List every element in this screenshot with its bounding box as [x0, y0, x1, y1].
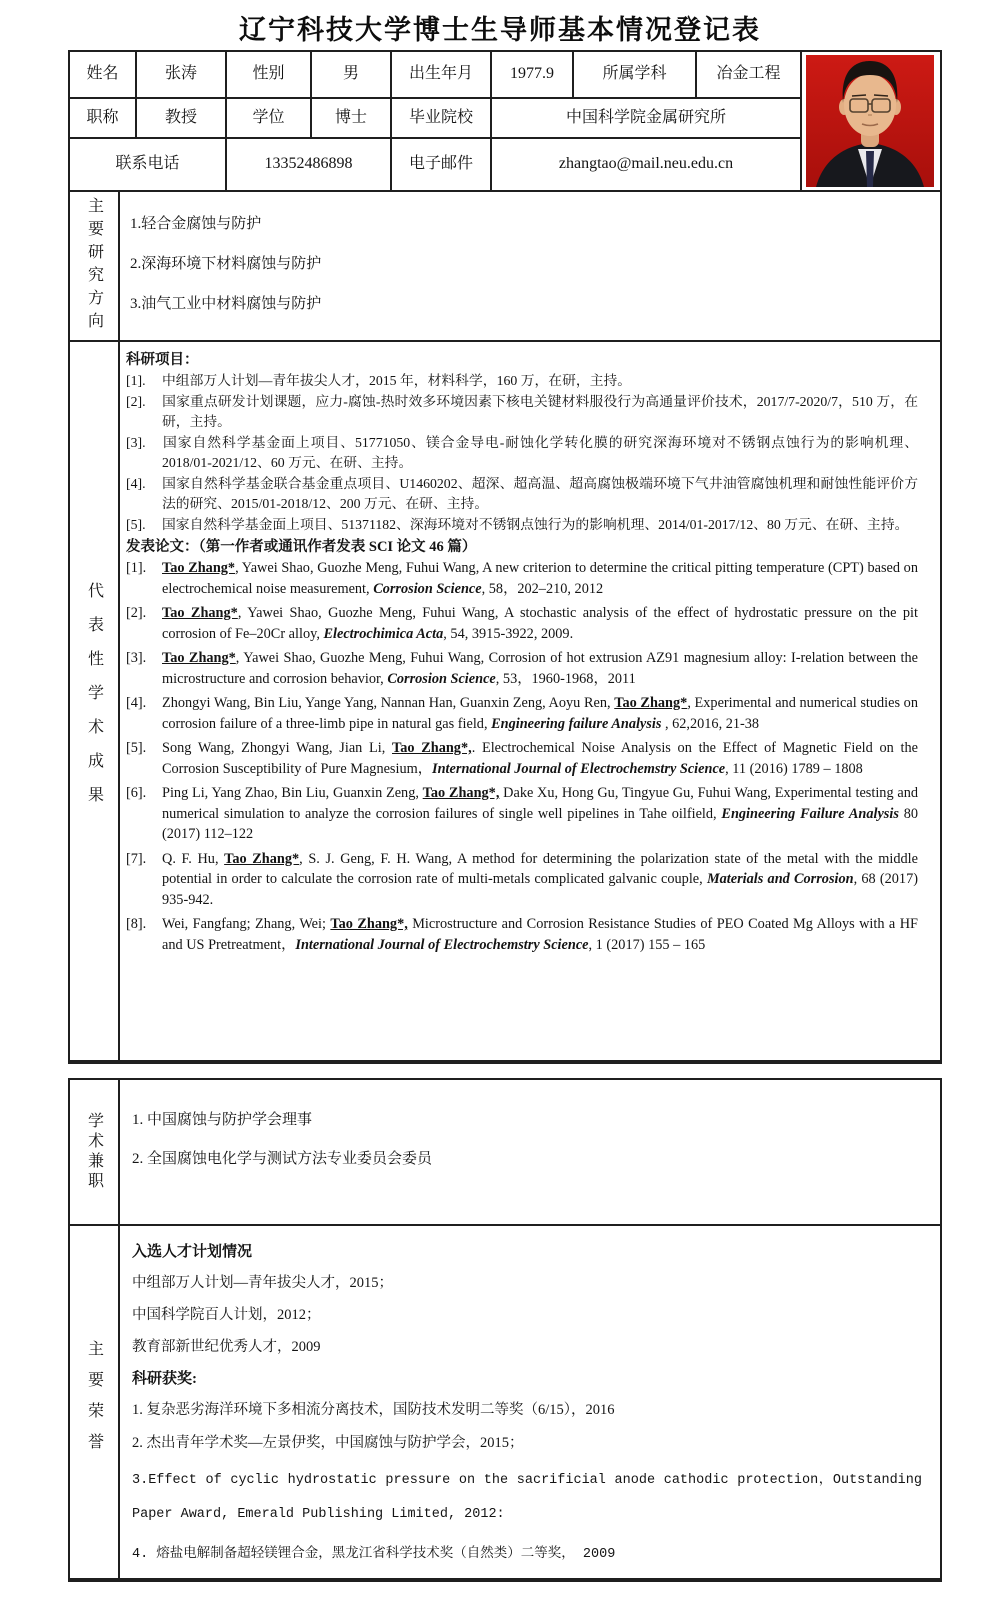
rank-label: 职称	[70, 99, 137, 139]
project-number: [5].	[126, 516, 146, 532]
project-number: [3].	[126, 434, 146, 450]
school-label: 毕业院校	[392, 99, 492, 139]
project-number: [4].	[126, 475, 146, 491]
paper-item	[126, 558, 918, 599]
project-text: 国家自然科学基金面上项目、51371182、深海环境对不锈钢点蚀行为的影响机理、2014/01-2017/12、80 万元、在研、主持。	[162, 516, 909, 532]
research-directions-section	[70, 192, 940, 342]
degree-value: 博士	[312, 99, 392, 139]
degree-label: 学位	[227, 99, 312, 139]
page-title: 辽宁科技大学博士生导师基本情况登记表	[239, 15, 761, 45]
research-directions-label: 主要研究方向	[85, 197, 103, 335]
discipline-label: 所属学科	[574, 52, 697, 99]
research-direction-item: 3.油气工业中材料腐蚀与防护	[130, 296, 322, 312]
projects-header: 科研项目：	[126, 352, 199, 368]
paper-item	[126, 914, 918, 955]
name-label: 姓名	[70, 52, 137, 99]
paper-item	[126, 603, 918, 644]
award-item: 3.Effect of cyclic hydrostatic pressure on the sacrificial anode cathodic protection，Outstanding Paper Award, Emerald Publishing Limited, 2012:	[132, 1473, 922, 1522]
paper-number: [4].	[126, 695, 147, 711]
achievements-content	[120, 342, 940, 1060]
paper-citation: Tao Zhang*, Yawei Shao, Guozhe Meng, Fuhui Wang, A new criterion to determine the critical pitting temperature (CPT) based on electrochemical noise measurement, Corrosion Science, 58，202–210, 2012	[162, 560, 918, 597]
talent-plans-header: 入选人才计划情况	[132, 1244, 253, 1260]
achievements-label-cell	[70, 342, 120, 1060]
academic-positions-section	[70, 1080, 940, 1226]
talent-plan-item: 中组部万人计划—青年拔尖人才，2015；	[132, 1275, 393, 1291]
portrait-photo	[806, 55, 934, 187]
honors-label-cell	[70, 1226, 120, 1578]
gender-label: 性别	[227, 52, 312, 99]
school-value: 中国科学院金属研究所	[492, 99, 802, 139]
gender-value: 男	[312, 52, 392, 99]
research-directions-content	[120, 192, 940, 342]
project-text: 中组部万人计划—青年拔尖人才，2015 年，材料科学，160 万，在研，主持。	[162, 373, 632, 388]
info-grid	[70, 52, 940, 192]
paper-item	[126, 783, 918, 845]
academic-positions-label: 学术兼职	[85, 1112, 103, 1192]
project-item	[126, 474, 918, 515]
paper-item	[126, 648, 918, 689]
paper-number: [2].	[126, 605, 147, 621]
research-direction-item: 1.轻合金腐蚀与防护	[130, 216, 262, 232]
phone-label: 联系电话	[70, 139, 227, 192]
paper-number: [8].	[126, 916, 147, 932]
paper-number: [5].	[126, 740, 147, 756]
talent-plan-item: 中国科学院百人计划，2012；	[132, 1307, 321, 1323]
paper-citation: Zhongyi Wang, Bin Liu, Yange Yang, Nannan Han, Guanxin Zeng, Aoyu Ren, Tao Zhang*, Experimental and numerical studies on corrosion failure of a three-limb pipe in natural gas field, Engineering failure Analysis , 62,2016, 21-38	[162, 695, 918, 732]
project-item	[126, 515, 918, 536]
award-item: 1. 复杂恶劣海洋环境下多相流分离技术，国防技术发明二等奖（6/15），2016	[132, 1402, 615, 1418]
paper-item	[126, 693, 918, 734]
birth-value: 1977.9	[492, 52, 574, 99]
birth-label: 出生年月	[392, 52, 492, 99]
project-item	[126, 433, 918, 474]
email-label: 电子邮件	[392, 139, 492, 192]
research-direction-item: 2.深海环境下材料腐蚀与防护	[130, 256, 322, 272]
project-text: 国家自然科学基金联合基金重点项目、U1460202、超深、超高温、超高腐蚀极端环境下气井油管腐蚀机理和耐蚀性能评价方法的研究、2015/01-2018/12、200 万元、在研、主持。	[162, 475, 918, 511]
award-item: 4. 熔盐电解制备超轻镁锂合金，黑龙江省科学技术奖（自然类）二等奖， 2009	[132, 1547, 616, 1562]
paper-citation: Ping Li, Yang Zhao, Bin Liu, Guanxin Zeng, Tao Zhang*, Dake Xu, Hong Gu, Tingyue Gu, Fuhui Wang, Experimental testing and numerical simulation to analyze the corrosion failures of single well pipelines in Tahe oilfield, Engineering Failure Analysis 80 (2017) 112–122	[162, 785, 919, 842]
award-item: 2. 杰出青年学术奖—左景伊奖，中国腐蚀与防护学会，2015；	[132, 1435, 524, 1451]
paper-item	[126, 738, 918, 779]
research-directions-label-cell	[70, 192, 120, 342]
project-text: 国家自然科学基金面上项目、51771050、镁合金导电-耐蚀化学转化膜的研究深海环境对不锈钢点蚀行为的影响机理、2018/01-2021/12、60 万元、在研、主持。	[162, 434, 918, 470]
awards-header: 科研获奖:	[132, 1371, 197, 1387]
paper-number: [3].	[126, 650, 147, 666]
project-number: [2].	[126, 393, 146, 409]
paper-citation: Tao Zhang*, Yawei Shao, Guozhe Meng, Fuhui Wang, Corrosion of hot extrusion AZ91 magnesium alloy: I-relation between the microstructure and corrosion behavior, Corrosion Science, 53，1960-1968，2011	[162, 650, 918, 687]
honors-content	[120, 1226, 940, 1578]
papers-header: 发表论文：（第一作者或通讯作者发表 SCI 论文 46 篇）	[126, 539, 477, 555]
basic-info-table	[68, 50, 942, 1064]
honors-label: 主要荣誉	[85, 1340, 103, 1464]
achievements-section	[70, 342, 940, 1060]
project-number: [1].	[126, 373, 146, 388]
paper-number: [1].	[126, 560, 147, 576]
achievements-label: 代表性学术成果	[85, 582, 103, 820]
paper-number: [7].	[126, 850, 147, 867]
name-value: 张涛	[137, 52, 227, 99]
project-text: 国家重点研发计划课题，应力-腐蚀-热时效多环境因素下核电关键材料服役行为高通量评价技术，2017/7-2020/7，510 万，在研，主持。	[162, 393, 918, 429]
position-item: 1. 中国腐蚀与防护学会理事	[132, 1112, 313, 1128]
paper-citation: Tao Zhang*, Yawei Shao, Guozhe Meng, Fuhui Wang, A stochastic analysis of the effect of hydrostatic pressure on the pit corrosion of Fe–20Cr alloy, Electrochimica Acta, 54, 3915-3922, 2009.	[162, 605, 918, 642]
photo-cell	[802, 52, 940, 192]
paper-item	[126, 849, 918, 911]
project-item	[126, 371, 918, 392]
paper-citation: Wei, Fangfang; Zhang, Wei; Tao Zhang*, Microstructure and Corrosion Resistance Studies of PEO Coated Mg Alloys with a HF and US Pretreatment，International Journal of Electrochemstry Science, 1 (2017) 155 – 165	[162, 916, 918, 953]
project-item	[126, 392, 918, 433]
academic-positions-label-cell	[70, 1080, 120, 1226]
paper-citation: Song Wang, Zhongyi Wang, Jian Li, Tao Zhang*,. Electrochemical Noise Analysis on the Effect of Magnetic Field on the Corrosion Susceptibility of Pure Magnesium，International Journal of Electrochemstry Science, 11 (2016) 1789 – 1808	[162, 740, 918, 777]
discipline-value: 冶金工程	[697, 52, 802, 99]
paper-citation: Q. F. Hu, Tao Zhang*, S. J. Geng, F. H. Wang, A method for determining the polarization state of the metal with the middle potential in order to calculate the corrosion rate of multi-metals complicated galvanic couple, Materials and Corrosion, 68 (2017) 935-942.	[162, 850, 918, 908]
honors-section	[70, 1226, 940, 1578]
academic-positions-content	[120, 1080, 940, 1226]
position-item: 2. 全国腐蚀电化学与测试方法专业委员会委员	[132, 1151, 433, 1167]
phone-value: 13352486898	[227, 139, 392, 192]
positions-honors-table	[68, 1078, 942, 1582]
rank-value: 教授	[137, 99, 227, 139]
email-value: zhangtao@mail.neu.edu.cn	[492, 139, 802, 192]
paper-number: [6].	[126, 785, 147, 801]
talent-plan-item: 教育部新世纪优秀人才，2009	[132, 1339, 321, 1355]
